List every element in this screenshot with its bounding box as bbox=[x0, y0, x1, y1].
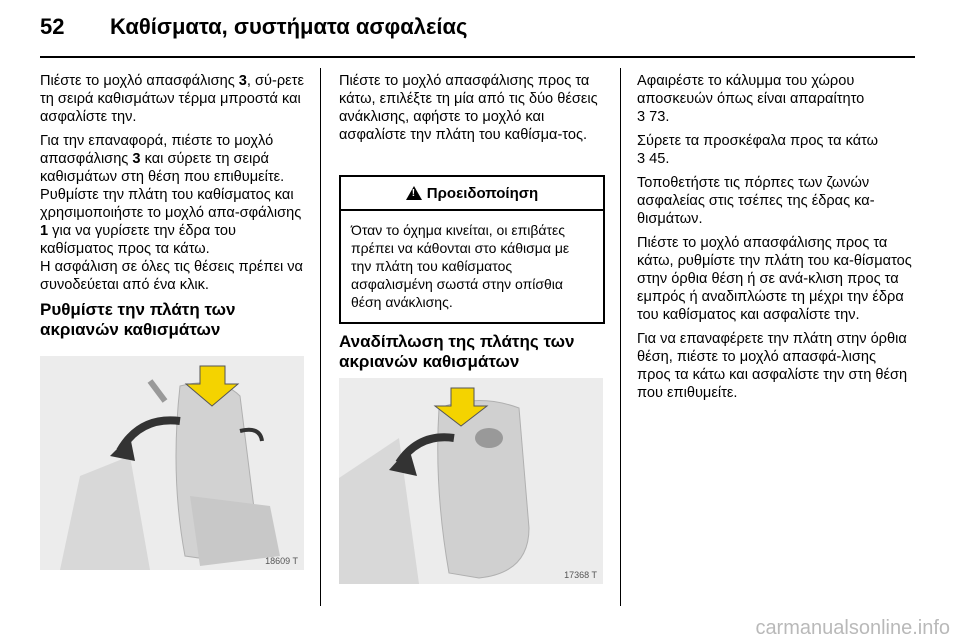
figure-code: 18609 T bbox=[265, 556, 298, 566]
page-reference: 3 73. bbox=[637, 109, 670, 125]
column-divider-1 bbox=[320, 68, 321, 606]
paragraph: Πιέστε το μοχλό απασφάλισης 3, σύ-ρετε τη σειρά καθισμάτων τέρμα μπροστά και ασφαλίστε την. bbox=[40, 73, 304, 125]
paragraph: Αφαιρέστε το κάλυμμα του χώρου αποσκευών όπως είναι απαραίτητο 3 73. bbox=[637, 73, 865, 125]
column-divider-2 bbox=[620, 68, 621, 606]
column-2 bbox=[339, 72, 607, 150]
page-reference: 3 45. bbox=[637, 151, 670, 167]
page-number: 52 bbox=[40, 14, 65, 39]
seat-drawing bbox=[339, 378, 603, 584]
warning-header bbox=[341, 177, 603, 211]
seat-illustration-1 bbox=[40, 356, 304, 570]
section-heading: Ρυθμίστε την πλάτη των ακριανών καθισμάτων bbox=[40, 300, 236, 339]
column-2-heading bbox=[339, 332, 607, 380]
paragraph: Πιέστε το μοχλό απασφάλισης προς τα κάτω, επιλέξτε τη μία από τις δύο θέσεις ανάκλισης, αφήστε το μοχλό και ασφαλίστε την πλάτη του καθίσμα-τος. bbox=[339, 73, 598, 143]
seat-illustration-2 bbox=[339, 378, 603, 584]
warning-text: Όταν το όχημα κινείται, οι επιβάτες πρέπει να κάθονται στο κάθισμα με την πλάτη του καθίσματος ασφαλισμένη σωστά στην οπίσθια θέση ανάκλισης. bbox=[351, 222, 570, 310]
section-heading: Αναδίπλωση της πλάτης των ακριανών καθισμάτων bbox=[339, 332, 575, 371]
paragraph: Για την επαναφορά, πιέστε το μοχλό απασφάλισης 3 και σύρετε τη σειρά καθισμάτων στη θέση που επιθυμείτε. Ρυθμίστε την πλάτη του καθίσματος και χρησιμοποιήστε το μοχλό απα-σφάλισης 1 για να γυρίσετε την έδρα του καθίσματος προς τα κάτω. Η ασφάλιση σε όλες τις θέσεις πρέπει να συνοδεύεται από ένα κλικ. bbox=[40, 133, 303, 293]
figure-code: 17368 T bbox=[564, 570, 597, 580]
seat-drawing bbox=[40, 356, 304, 570]
warning-box bbox=[339, 175, 605, 324]
paragraph: Τοποθετήστε τις πόρπες των ζωνών ασφαλείας στις τσέπες της έδρας κα-θισμάτων. bbox=[637, 175, 875, 227]
header-rule bbox=[40, 56, 915, 58]
warning-title: Προειδοποίηση bbox=[426, 184, 539, 202]
column-1 bbox=[40, 72, 310, 348]
watermark: carmanualsonline.info bbox=[755, 617, 950, 639]
paragraph: Για να επαναφέρετε την πλάτη στην όρθια θέση, πιέστε το μοχλό απασφά-λισης προς τα κάτω και ασφαλίστε την στη θέση που επιθυμείτε. bbox=[637, 331, 908, 401]
paragraph: Σύρετε τα προσκέφαλα προς τα κάτω 3 45. bbox=[637, 133, 879, 167]
column-3 bbox=[637, 72, 912, 408]
page-title: Καθίσματα, συστήματα ασφαλείας bbox=[110, 14, 468, 39]
page-header bbox=[40, 14, 467, 40]
warning-icon bbox=[406, 186, 422, 200]
paragraph: Πιέστε το μοχλό απασφάλισης προς τα κάτω, ρυθμίστε την πλάτη του κα-θίσματος στην όρθια θέση ή σε ανά-κλιση προς τα εμπρός ή αναδιπλώστε τη μέχρι την έδρα του καθίσματος και ασφαλίστε την. bbox=[637, 235, 912, 323]
